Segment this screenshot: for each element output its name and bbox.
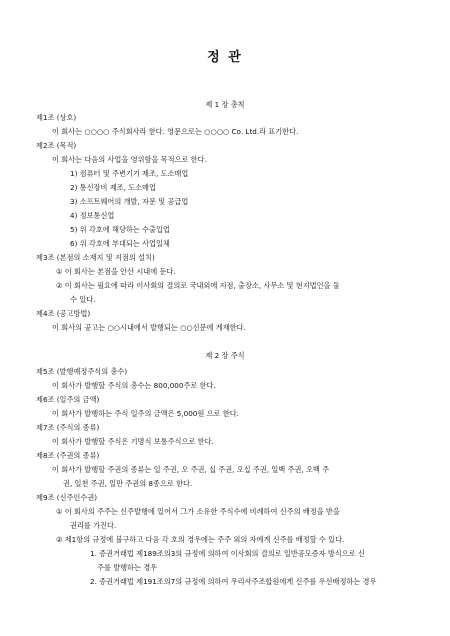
article-8-body-continued: 권, 일천 주권, 일만 주권의 8종으로 한다. <box>63 479 193 488</box>
article-8-heading: 제8조 (주권의 종류) <box>36 451 100 460</box>
article-9-subitem-1: 1. 증권거래법 제189조의3의 규정에 의하여 이사회의 결의로 일반공모증자 방식으로 신 <box>90 549 365 558</box>
article-9-paragraph-2: ② 제1항의 규정에 불구하고 다음 각 호의 경우에는 주주 외의 자에게 신주를 배정할 수 있다. <box>56 535 345 544</box>
article-5-body: 이 회사가 발행할 주식의 총수는 800,000주로 한다. <box>52 381 216 390</box>
article-9-paragraph-1-continued: 권리를 가진다. <box>70 521 117 530</box>
article-4-heading: 제4조 (공고방법) <box>36 309 91 318</box>
article-2-heading: 제2조 (목적) <box>36 141 77 150</box>
article-3-paragraph-2: ② 이 회사는 필요에 따라 이사회의 결의로 국내외에 지점, 출장소, 사무소 및 현지법인을 둘 <box>56 281 340 290</box>
article-2-item: 6) 위 각호에 부대되는 사업일체 <box>70 239 170 248</box>
article-6-body: 이 회사가 발행하는 주식 일주의 금액은 5,000원 으로 한다. <box>52 409 239 418</box>
chapter-2-heading: 제 2 장 주식 <box>205 351 245 360</box>
article-3-paragraph-1: ① 이 회사는 본점을 안산 시내에 둔다. <box>56 267 176 276</box>
article-7-body: 이 회사가 발행할 주식은 기명식 보통주식으로 한다. <box>52 437 214 446</box>
article-9-heading: 제9조 (신주인수권) <box>36 493 98 502</box>
article-9-paragraph-1: ① 이 회사의 주주는 신주발행에 있어서 그가 소유한 주식수에 비례하여 신주의 배정을 받을 <box>56 507 340 516</box>
chapter-1-heading: 제 1 장 총칙 <box>205 100 245 109</box>
article-9-subitem-1-continued: 주를 발행하는 경우 <box>97 563 158 572</box>
article-2-item: 5) 위 각호에 해당하는 수출입업 <box>70 225 170 234</box>
article-5-heading: 제5조 (발행예정주식의 총수) <box>36 367 128 376</box>
article-6-heading: 제6조 (일주의 금액) <box>36 395 100 404</box>
document-title: 정 관 <box>207 50 243 65</box>
article-4-body: 이 회사의 공고는 ○○시내에서 발행되는 ○○신문에 게재한다. <box>52 323 246 332</box>
article-2-body: 이 회사는 다음의 사업을 영위함을 목적으로 한다. <box>52 155 207 164</box>
article-8-body: 이 회사가 발행할 주권의 종류는 일 주권, 오 주권, 십 주권, 오십 주권, 일백 주권, 오백 주 <box>52 465 330 474</box>
article-9-subitem-2: 2. 증권거래법 제191조의7의 규정에 의하여 우리사주조합원에게 신주를 우선배정하는 경우 <box>90 577 377 586</box>
article-2-item: 1) 컴퓨터 및 주변기기 제조, 도소매업 <box>70 169 189 178</box>
article-2-item: 3) 소프트웨어의 개발, 자문 및 공급업 <box>70 197 189 206</box>
article-2-item: 4) 정보통신업 <box>70 211 115 220</box>
article-7-heading: 제7조 (주식의 종류) <box>36 423 100 432</box>
article-2-item: 2) 통신장비 제조, 도소매업 <box>70 183 156 192</box>
article-1-heading: 제1조 (상호) <box>36 113 77 122</box>
article-1-body: 이 회사는 ○○○○ 주식회사라 한다. 영문으로는 ○○○○ Co. Ltd.라 표기한다. <box>52 127 299 136</box>
article-3-heading: 제3조 (본점의 소재지 및 지점의 설치) <box>36 253 155 262</box>
article-3-paragraph-2-continued: 수 있다. <box>70 295 96 304</box>
